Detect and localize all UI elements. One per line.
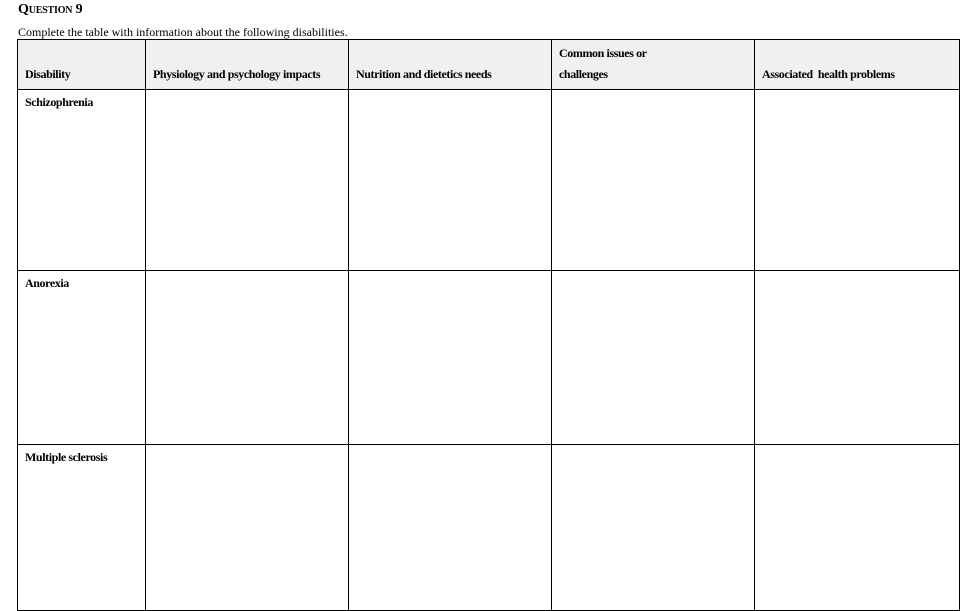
- question-title-text: Question 9: [18, 2, 83, 17]
- header-nutrition-dietetics: Nutrition and dietetics needs: [349, 40, 552, 90]
- answer-cell-anorexia-issues[interactable]: [552, 271, 755, 445]
- header-disability: Disability: [18, 40, 146, 90]
- answer-cell-ms-issues[interactable]: [552, 445, 755, 611]
- header-physiology-psychology: Physiology and psychology impacts: [146, 40, 349, 90]
- table-header-row: [18, 40, 960, 90]
- table-row: [18, 271, 960, 445]
- disabilities-table: [17, 39, 960, 611]
- row-label-anorexia: Anorexia: [18, 271, 146, 445]
- answer-cell-schizophrenia-nutrition[interactable]: [349, 90, 552, 271]
- answer-cell-anorexia-physiology[interactable]: [146, 271, 349, 445]
- answer-cell-ms-health[interactable]: [755, 445, 960, 611]
- answer-cell-ms-physiology[interactable]: [146, 445, 349, 611]
- header-associated-health: Associated health problems: [755, 40, 960, 90]
- table-row: [18, 445, 960, 611]
- row-label-schizophrenia: Schizophrenia: [18, 90, 146, 271]
- question-title: [18, 2, 82, 18]
- table-row: [18, 90, 960, 271]
- answer-cell-schizophrenia-health[interactable]: [755, 90, 960, 271]
- answer-cell-schizophrenia-issues[interactable]: [552, 90, 755, 271]
- answer-cell-schizophrenia-physiology[interactable]: [146, 90, 349, 271]
- instructions-text: Complete the table with information about the following disabilities.: [18, 25, 348, 39]
- answer-cell-anorexia-health[interactable]: [755, 271, 960, 445]
- header-common-issues: Common issues or challenges: [552, 40, 755, 90]
- row-label-multiple-sclerosis: Multiple sclerosis: [18, 445, 146, 611]
- answer-cell-anorexia-nutrition[interactable]: [349, 271, 552, 445]
- answer-cell-ms-nutrition[interactable]: [349, 445, 552, 611]
